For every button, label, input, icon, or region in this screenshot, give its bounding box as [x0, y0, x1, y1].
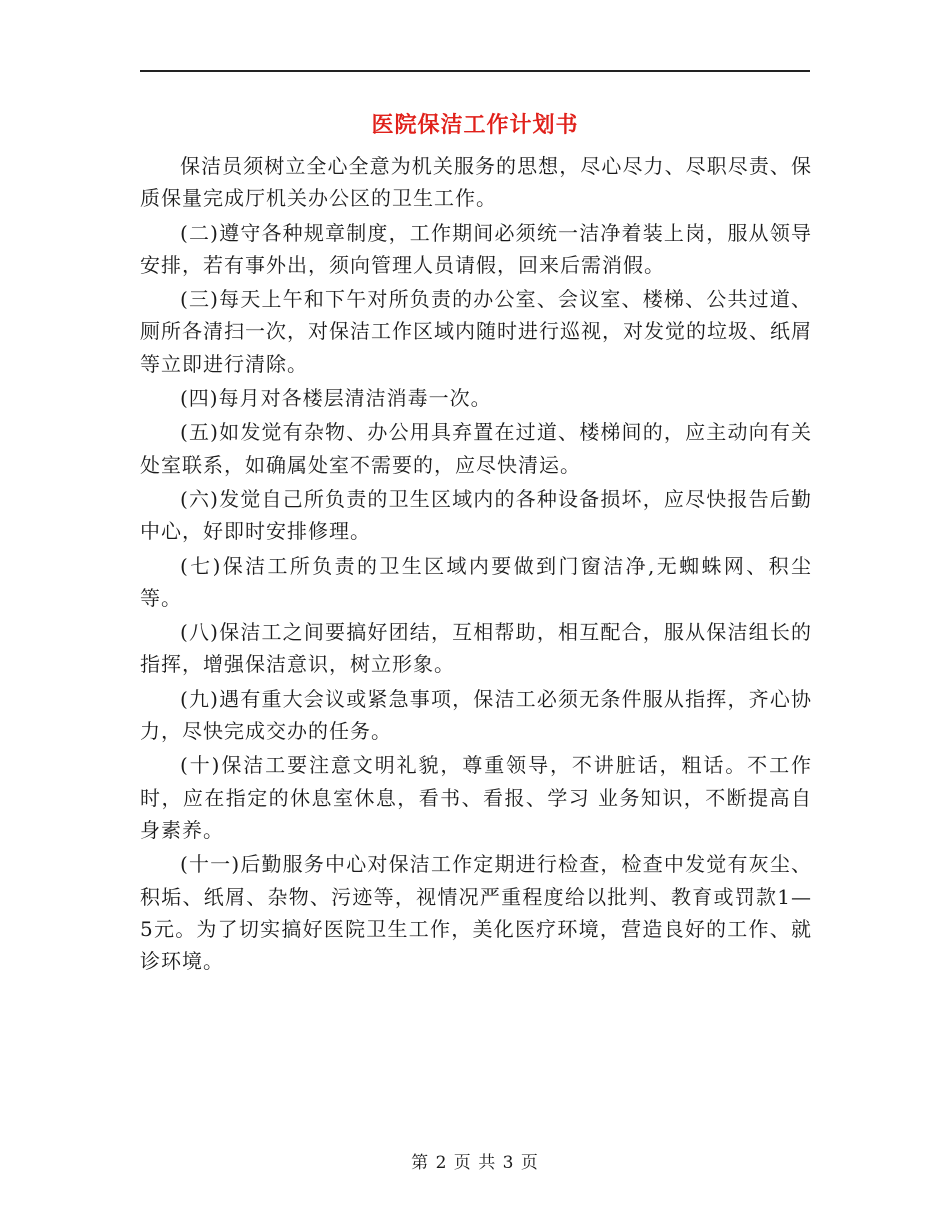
document-body: [140, 150, 812, 979]
paragraph-item-10: (十)保洁工要注意文明礼貌，尊重领导，不讲脏话，粗话。不工作时，应在指定的休息室休息，看书、看报、学习 业务知识，不断提高自身素养。: [140, 753, 812, 842]
paragraph-item-7: (七)保洁工所负责的卫生区域内要做到门窗洁净,无蜘蛛网、积尘等。: [140, 553, 812, 610]
paragraph-item-4: (四)每月对各楼层清洁消毒一次。: [180, 386, 492, 411]
header-rule: [140, 70, 810, 72]
document-title: 医院保洁工作计划书: [371, 112, 579, 138]
paragraph-item-9: (九)遇有重大会议或紧急事项，保洁工必须无条件服从指挥，齐心协力，尽快完成交办的任务。: [140, 686, 812, 744]
paragraph-item-11: (十一)后勤服务中心对保洁工作定期进行检查，检查中发觉有灰尘、积垢、纸屑、杂物、污迹等，视情况严重程度给以批判、教育或罚款1—5元。为了切实搞好医院卫生工作，美化医疗环境，营造良好的工作、就诊环境。: [140, 852, 812, 974]
paragraph-intro: 保洁员须树立全心全意为机关服务的思想，尽心尽力、尽职尽责、保质保量完成厅机关办公区的卫生工作。: [140, 154, 812, 211]
paragraph-item-2: (二)遵守各种规章制度，工作期间必须统一洁净着装上岗，服从领导安排，若有事外出，须向管理人员请假，回来后需消假。: [140, 220, 812, 277]
paragraph-item-8: (八)保洁工之间要搞好团结，互相帮助，相互配合，服从保洁组长的指挥，增强保洁意识，树立形象。: [140, 620, 812, 677]
paragraph-item-6: (六)发觉自己所负责的卫生区域内的各种设备损坏，应尽快报告后勤中心，好即时安排修理。: [140, 486, 812, 544]
paragraph-item-3: (三)每天上午和下午对所负责的办公室、会议室、楼梯、公共过道、厕所各清扫一次，对保洁工作区域内随时进行巡视，对发觉的垃圾、纸屑等立即进行清除。: [140, 287, 812, 376]
page-number-footer: 第 2 页 共 3 页: [411, 1153, 539, 1173]
paragraph-item-5: (五)如发觉有杂物、办公用具弃置在过道、楼梯间的，应主动向有关处室联系，如确属处室不需要的，应尽快清运。: [140, 420, 812, 477]
